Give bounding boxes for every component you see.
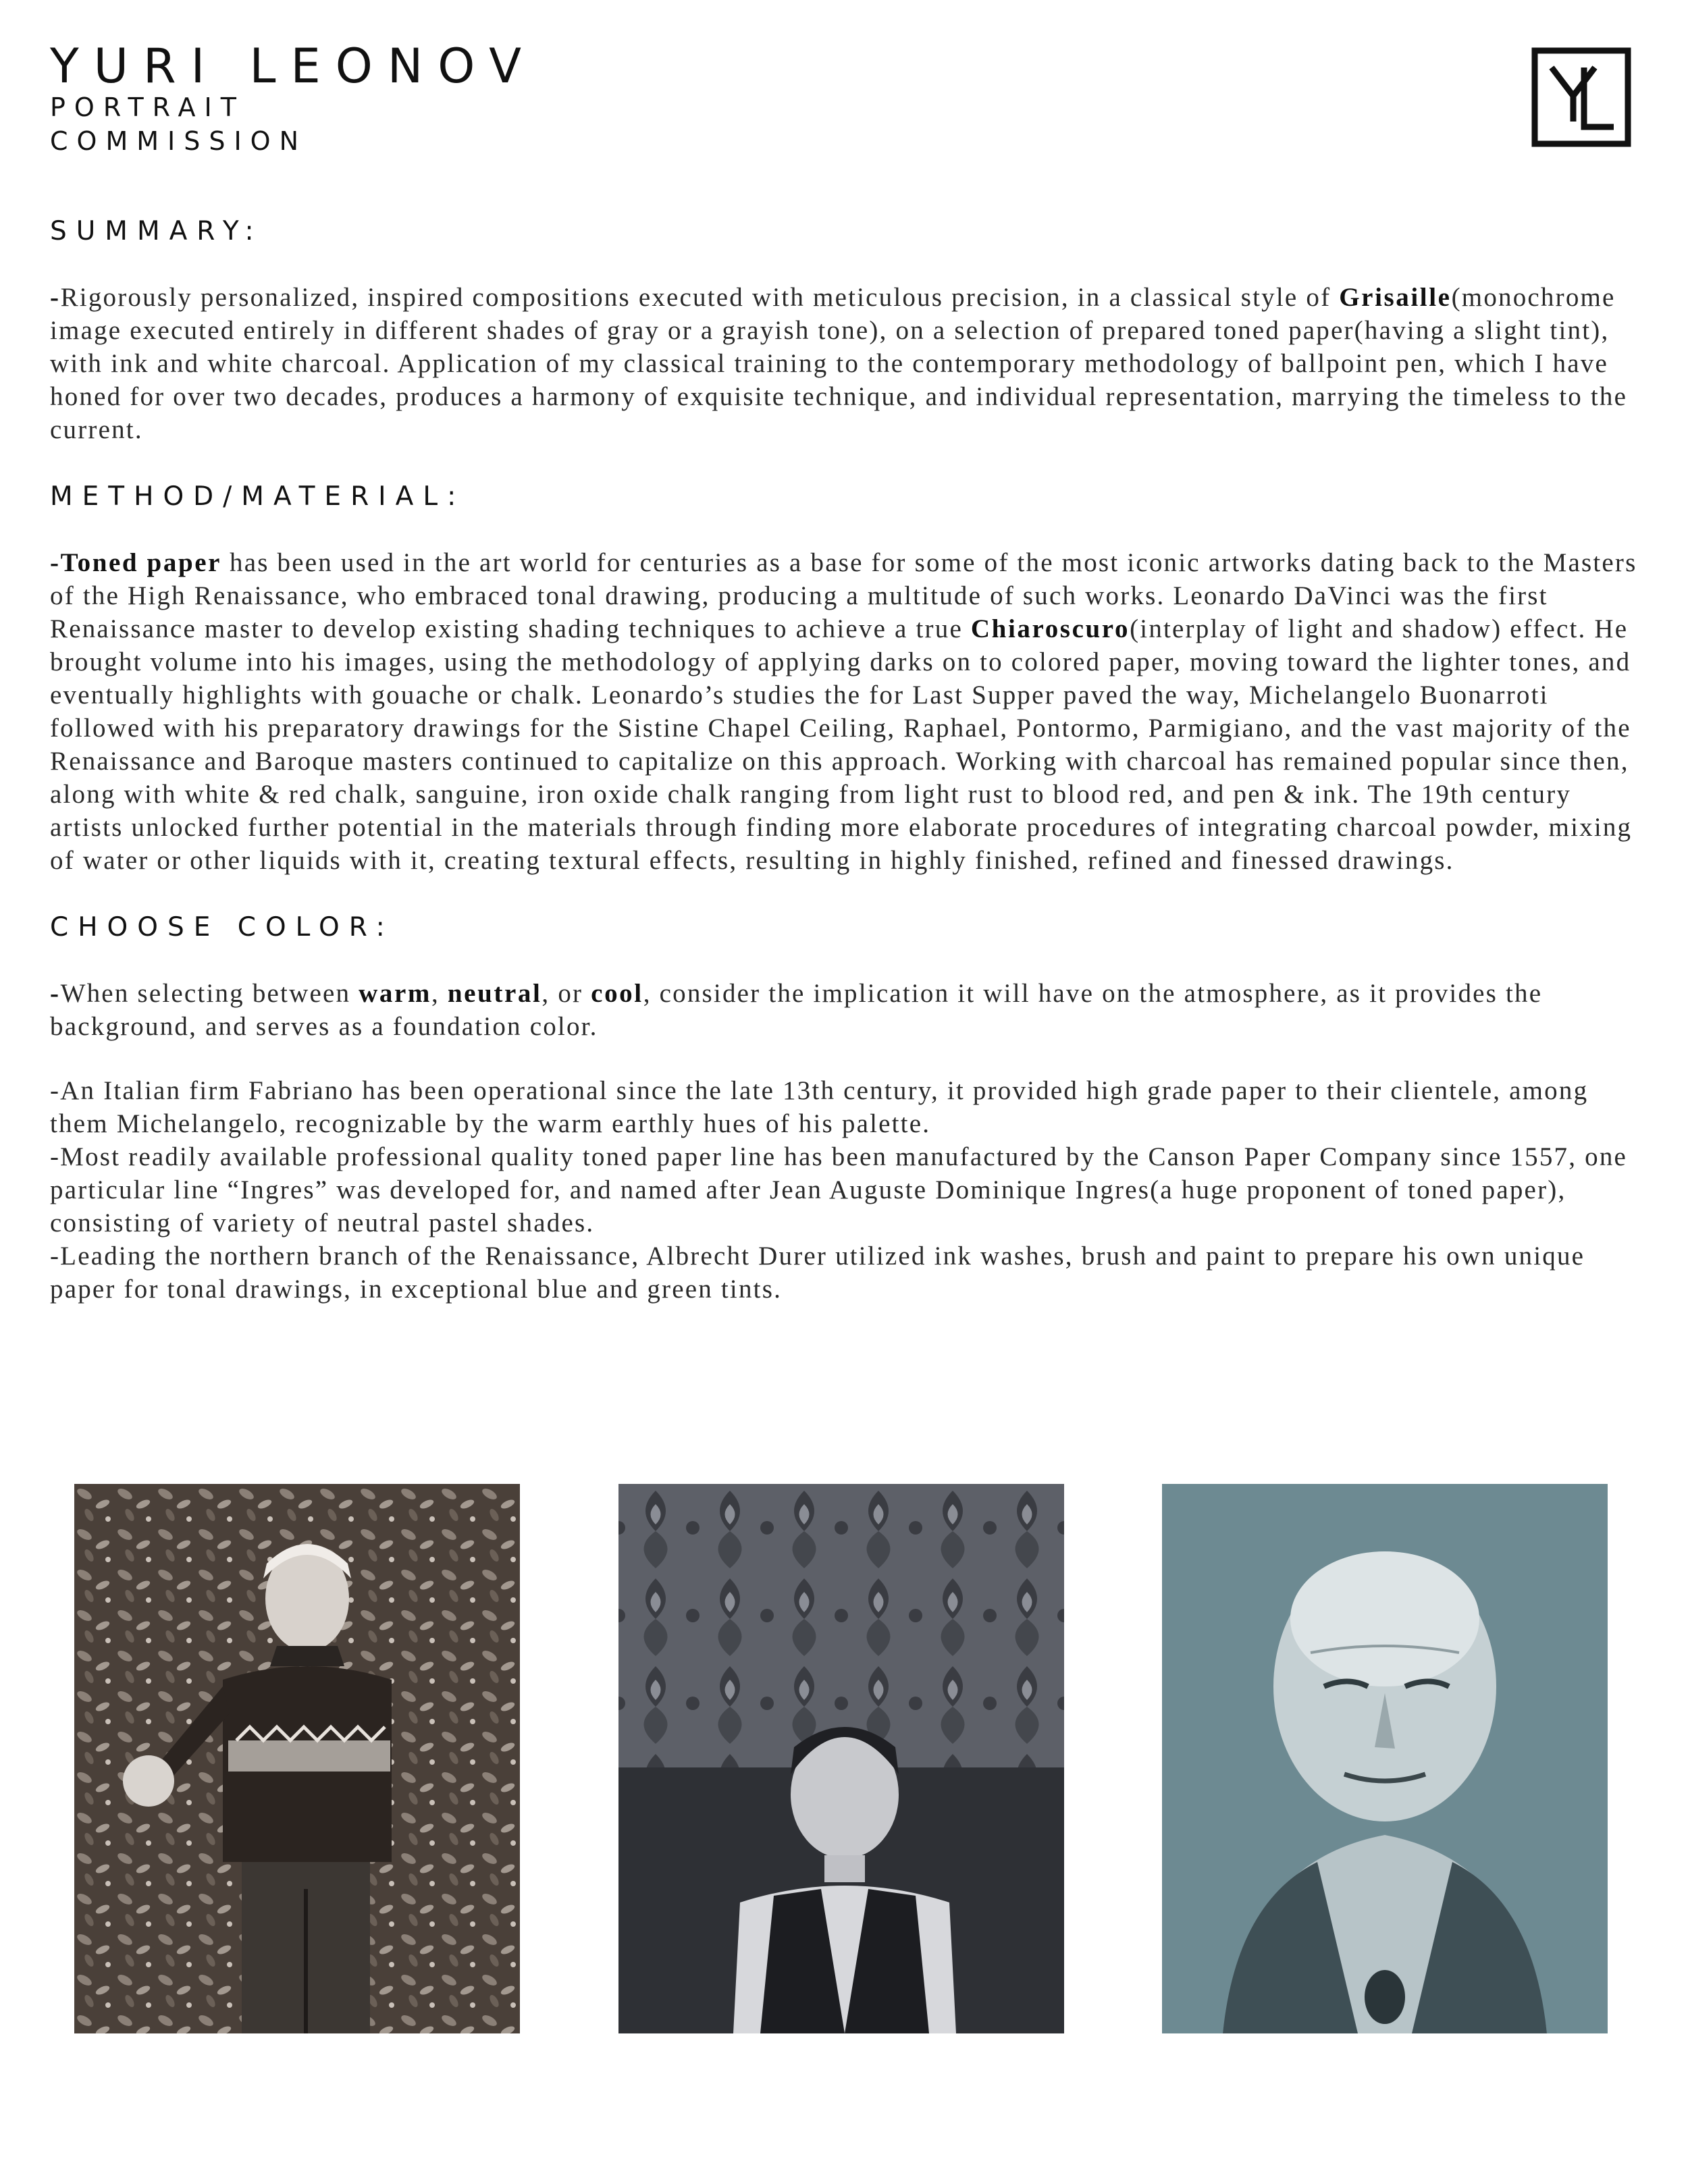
summary-paragraph <box>50 281 1643 446</box>
summary-heading: SUMMARY: <box>50 216 263 246</box>
color-dash: - <box>50 979 61 1008</box>
method-text-1: has been used in the art world for centuries as a base for some of the most iconic artworks dating back to the Masters of the High Renaissance, who embraced tonal drawing, producing a multitude of such works. Leonardo DaVinci was the first Renaissance master to develop existing shading techniques to achieve a true <box>50 548 1637 643</box>
method-heading: METHOD/MATERIAL: <box>50 481 466 512</box>
color-neutral: neutral <box>447 979 542 1008</box>
color-warm: warm <box>359 979 431 1008</box>
method-chiaroscuro: Chiaroscuro <box>970 614 1130 643</box>
color-sep-2: , or <box>542 979 591 1008</box>
color-paragraph-durer: -Leading the northern branch of the Renaissance, Albrecht Durer utilized ink washes, brush and paint to prepare his own unique paper for tonal drawings, in exceptional blue and green tints. <box>50 1242 1585 1304</box>
header <box>50 38 536 158</box>
yl-logo <box>1531 47 1631 147</box>
color-paragraph-fabriano: -An Italian firm Fabriano has been operational since the late 13th century, it provided high grade paper to their clientele, among them Michelangelo, recognizable by the warm earthly hues of his palette. <box>50 1076 1589 1138</box>
summary-text-a: Rigorously personalized, inspired compositions executed with meticulous precision, in a classical style of <box>60 283 1340 312</box>
subtitle-portrait: PORTRAIT <box>50 92 245 122</box>
color-heading: CHOOSE COLOR: <box>50 912 394 942</box>
subtitle-commission: COMMISSION <box>50 126 308 156</box>
color-paragraph-1 <box>50 977 1643 1043</box>
method-text-2: (interplay of light and shadow) effect. He brought volume into his images, using the methodology of applying darks on to colored paper, moving toward the lighter tones, and eventually highlights with gouache or chalk. Leonardo’s studies the for Last Supper paved the way, Michelangelo Buonarroti followed with his preparatory drawings for the Sistine Chapel Ceiling, Raphael, Pontormo, Parmigiano, and the vast majority of the Renaissance and Baroque masters continued to capitalize on this approach. Working with charcoal has remained popular since then, along with white & red chalk, sanguine, iron oxide chalk ranging from light rust to blood red, and pen & ink. The 19th century artists unlocked further potential in the materials through finding more elaborate procedures of integrating charcoal powder, mixing of water or other liquids with it, creating textural effects, resulting in highly finished, refined and finessed drawings. <box>50 614 1633 875</box>
color-cool: cool <box>591 979 643 1008</box>
content <box>50 215 1643 1306</box>
portrait-neutral-child <box>618 1484 1064 2033</box>
method-toned-paper: -Toned paper <box>50 548 222 577</box>
summary-text-b: (monochrome image executed entirely in different shades of gray or a grayish tone), on a selection of prepared toned paper(having a slight tint), with ink and white charcoal. Application of my classical training to the contemporary methodology of ballpoint pen, which I have honed for over two decades, produces a harmony of exquisite technique, and individual representation, marrying the timeless to the current. <box>50 283 1628 444</box>
color-paragraph-canson: -Most readily available professional quality toned paper line has been manufactured by the Canson Paper Company since 1557, one particular line “Ingres” was developed for, and named after Jean Auguste Dominique Ingres(a huge proponent of toned paper), consisting of variety of neutral pastel shades. <box>50 1142 1628 1237</box>
color-text-a: When selecting between <box>60 979 359 1008</box>
method-paragraph <box>50 546 1643 877</box>
portrait-warm-boy <box>74 1484 520 2033</box>
color-sep-1: , <box>431 979 448 1008</box>
color-text-b: , consider the implication it will have on the atmosphere, as it provides the background, and serves as a foundation color. <box>50 979 1543 1041</box>
artist-name: YURI LEONOV <box>50 38 536 94</box>
summary-dash: - <box>50 283 61 312</box>
summary-grisaille: Grisaille <box>1339 283 1452 312</box>
portrait-cool-elder <box>1162 1484 1608 2033</box>
